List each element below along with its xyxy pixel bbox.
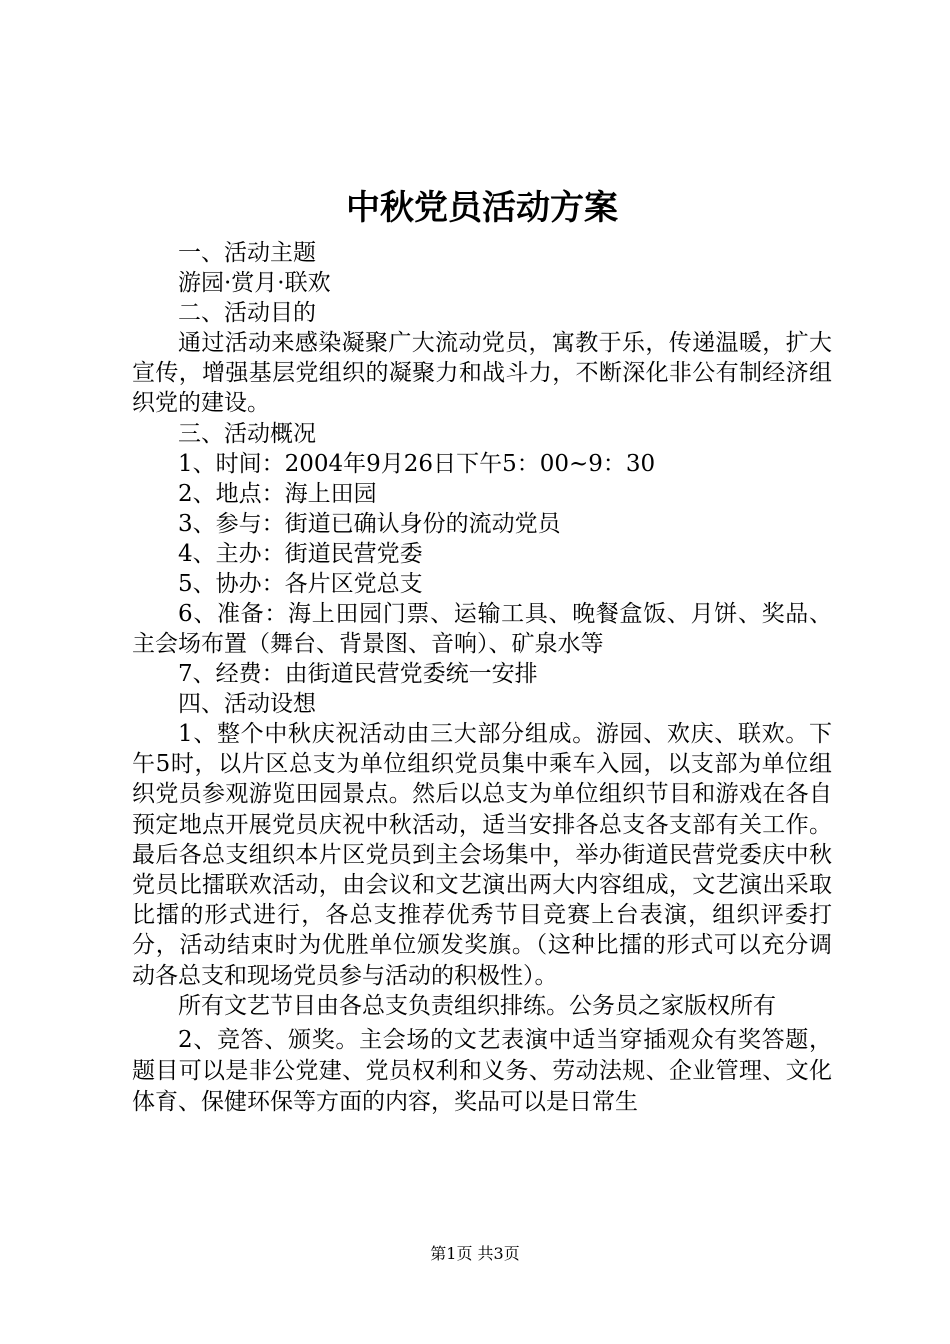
plan-paragraph-1: 1、整个中秋庆祝活动由三大部分组成。游园、欢庆、联欢。下午5时，以片区总支为单位组织党员集中乘车入园，以支部为单位组织党员参观游览田园景点。然后以总支为单位组织节目和游戏在各自预定地点开展党员庆祝中秋活动，适当安排各总支各支部有关工作。最后各总支组织本片区党员到主会场集中，举办街道民营党委庆中秋党员比擂联欢活动，由会议和文艺演出两大内容组成，文艺演出采取比擂的形式进行，各总支推荐优秀节目竞赛上台表演，组织评委打分，活动结束时为优胜单位颁发奖旗。（这种比擂的形式可以充分调动各总支和现场党员参与活动的积极性）。: [132, 721, 832, 989]
document-page: [132, 180, 832, 1118]
document-title: 中秋党员活动方案: [346, 188, 618, 228]
plan-paragraph-3: 2、竞答、颁奖。主会场的文艺表演中适当穿插观众有奖答题，题目可以是非公党建、党员权利和义务、劳动法规、企业管理、文化体育、保健环保等方面的内容，奖品可以是日常生: [132, 1027, 832, 1116]
section-heading-theme: 一、活动主题: [178, 240, 316, 266]
section-heading-plan: 四、活动设想: [178, 691, 316, 718]
overview-item-funding: 7、经费：由街道民营党委统一安排: [178, 661, 538, 688]
overview-item-preparation: 6、准备：海上田园门票、运输工具、晚餐盒饭、月饼、奖品、主会场布置（舞台、背景图、音响）、矿泉水等: [132, 600, 832, 657]
overview-item-time: 1、时间：2004年9月26日下午5：00~9：30: [178, 450, 656, 477]
section-body-purpose: 通过活动来感染凝聚广大流动党员，寓教于乐，传递温暖，扩大宣传，增强基层党组织的凝聚力和战斗力，不断深化非公有制经济组织党的建设。: [132, 330, 832, 417]
overview-item-location: 2、地点：海上田园: [178, 480, 377, 507]
page-footer: 第1页 共3页: [430, 1244, 520, 1263]
overview-item-host: 4、主办：街道民营党委: [178, 540, 423, 567]
overview-item-cohost: 5、协办：各片区党总支: [178, 570, 423, 597]
section-heading-purpose: 二、活动目的: [178, 300, 316, 326]
overview-item-participants: 3、参与：街道已确认身份的流动党员: [178, 510, 561, 537]
section-heading-overview: 三、活动概况: [178, 420, 316, 447]
plan-paragraph-2: 所有文艺节目由各总支负责组织排练。公务员之家版权所有: [178, 992, 776, 1019]
section-body-theme: 游园·赏月·联欢: [178, 270, 331, 296]
